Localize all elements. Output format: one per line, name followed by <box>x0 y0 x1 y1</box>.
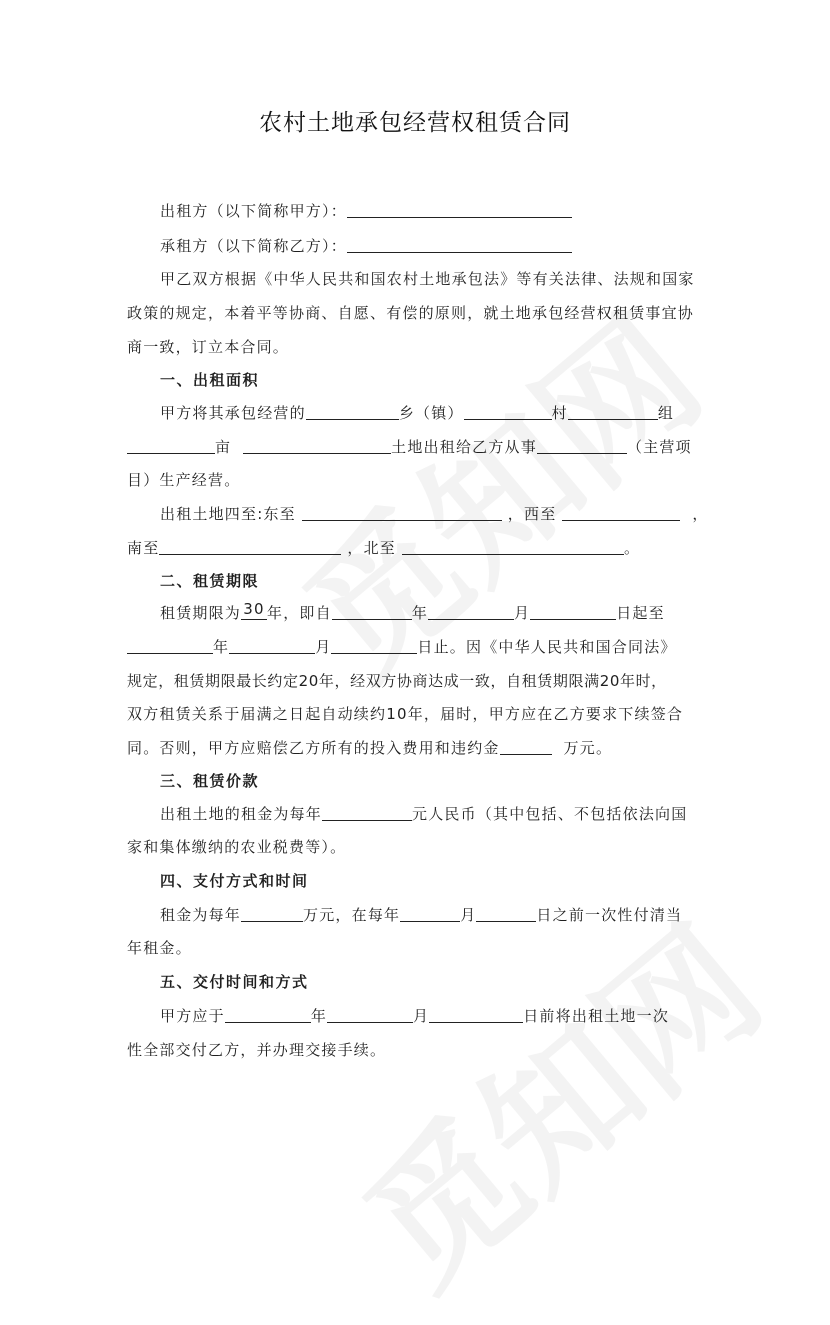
blank-field <box>225 1006 311 1023</box>
paragraph-line: 性全部交付乙方，并办理交接手续。 <box>127 1041 387 1059</box>
paragraph-line: 租赁期限为 30 年，即自 年 月 日起至 <box>160 600 665 622</box>
blank-field <box>327 1006 413 1023</box>
blank-field <box>476 905 536 922</box>
section-heading: 四、支付方式和时间 <box>160 872 309 890</box>
rent-amount-field <box>322 804 412 821</box>
lessee-blank <box>347 236 572 253</box>
paragraph-line: 南至 ，北至 。 <box>127 539 641 557</box>
paragraph-line: 出租土地的租金为每年 元人民币（其中包括、不包括依法向国 <box>160 805 688 823</box>
blank-field <box>159 538 341 555</box>
blank-field <box>464 403 552 420</box>
paragraph-line: 商一致，订立本合同。 <box>127 338 290 356</box>
lease-years-field: 30 <box>241 603 267 620</box>
blank-field <box>332 603 412 620</box>
paragraph-line: 出租土地四至:东至 ，西至 ， <box>160 505 709 523</box>
paragraph-line: 同。否则，甲方应赔偿乙方所有的投入费用和违约金 万元。 <box>127 739 613 757</box>
paragraph-line: 家和集体缴纳的农业税费等）。 <box>127 838 347 856</box>
blank-field <box>241 905 303 922</box>
blank-field <box>127 637 213 654</box>
blank-field <box>537 437 627 454</box>
paragraph-line: 甲乙双方根据《中华人民共和国农村土地承包法》等有关法律、法规和国家 <box>160 270 695 288</box>
blank-field <box>428 603 514 620</box>
section-heading: 五、交付时间和方式 <box>160 973 309 991</box>
paragraph-line: 甲方将其承包经营的 乡（镇） 村 组 <box>160 404 675 422</box>
blank-field <box>562 504 680 521</box>
penalty-amount-field <box>500 738 552 755</box>
blank-field <box>243 437 391 454</box>
blank-field <box>530 603 616 620</box>
blank-field <box>127 437 215 454</box>
blank-field <box>568 403 658 420</box>
paragraph-line: 双方租赁关系于届满之日起自动续约10年，届时，甲方应在乙方要求下续签合 <box>127 705 684 723</box>
watermark <box>313 871 797 1325</box>
paragraph-line: 规定，租赁期限最长约定20年，经双方协商达成一致，自租赁期限满20年时， <box>127 672 667 690</box>
lessee-line <box>160 235 572 256</box>
blank-field <box>402 538 624 555</box>
paragraph-line: 年 月 日止。因《中华人民共和国合同法》 <box>127 636 677 657</box>
blank-field <box>400 905 460 922</box>
blank-field <box>429 1006 523 1023</box>
lessor-label: 出租方（以下简称甲方）： <box>160 202 347 220</box>
blank-field <box>331 637 417 654</box>
document-title: 农村土地承包经营权租赁合同 <box>259 110 571 136</box>
blank-field <box>306 403 399 420</box>
paragraph-line: 租金为每年 万元，在每年 月 日之前一次性付清当 <box>160 906 683 924</box>
paragraph-line: 亩 土地出租给乙方从事 （主营项 <box>127 436 692 457</box>
paragraph-line: 甲方应于 年 月 日前将出租土地一次 <box>160 1007 670 1025</box>
paragraph-line: 政策的规定，本着平等协商、自愿、有偿的原则，就土地承包经营权租赁事宜协 <box>127 304 695 322</box>
section-heading: 三、租赁价款 <box>160 772 260 790</box>
blank-field <box>302 504 502 521</box>
section-heading: 二、租赁期限 <box>160 572 260 590</box>
lessor-line <box>160 200 572 221</box>
section-heading: 一、出租面积 <box>160 371 260 389</box>
paragraph-line: 目）生产经营。 <box>127 471 241 489</box>
blank-field <box>229 637 315 654</box>
lessee-label: 承租方（以下简称乙方）： <box>160 237 347 255</box>
lessor-blank <box>347 201 572 218</box>
paragraph-line: 年租金。 <box>127 939 192 957</box>
